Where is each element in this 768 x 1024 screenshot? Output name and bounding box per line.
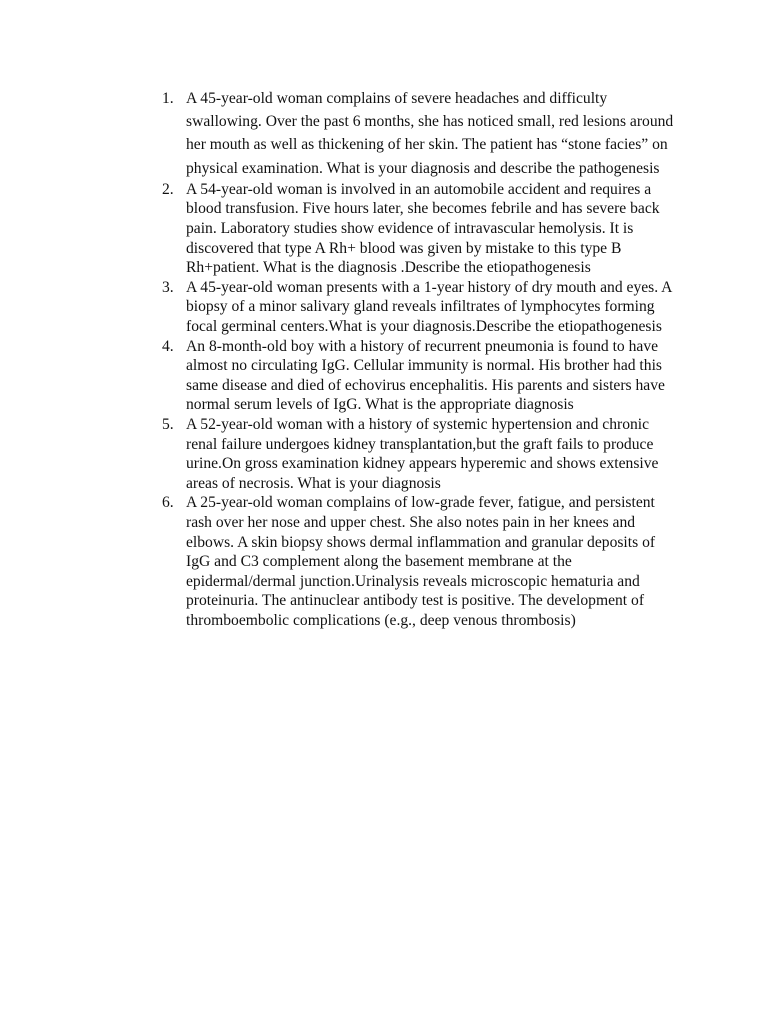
question-number: 4. xyxy=(162,337,174,355)
question-number: 6. xyxy=(162,494,174,512)
question-item-1 xyxy=(162,87,682,180)
question-number: 5. xyxy=(162,415,174,433)
question-item-5 xyxy=(162,415,682,493)
question-text: An 8-month-old boy with a history of recurrent pneumonia is found to have almost no circulating IgG. Cellular immunity is normal. His brother had this same disease and died of echovirus encephalitis. His parents and sisters have normal serum levels of IgG. What is the appropriate diagnosis xyxy=(186,337,665,414)
question-item-6 xyxy=(162,493,682,630)
question-text: A 54-year-old woman is involved in an automobile accident and requires a blood transfusion. Five hours later, she becomes febrile and has severe back pain. Laboratory studies show evidence of intravascular hemolysis. It is discovered that type A Rh+ blood was given by mistake to this type B Rh+patient. What is the diagnosis .Describe the etiopathogenesis xyxy=(186,180,660,277)
question-text: A 52-year-old woman with a history of systemic hypertension and chronic renal failure undergoes kidney transplantation,but the graft fails to produce urine.On gross examination kidney appears hyperemic and shows extensive areas of necrosis. What is your diagnosis xyxy=(186,415,659,492)
question-number: 1. xyxy=(162,90,174,107)
question-text: A 45-year-old woman complains of severe headaches and difficulty swallowing. Over the past 6 months, she has noticed small, red lesions around her mouth as well as thickening of her skin. The patient has “stone facies” on physical examination. What is your diagnosis and describe the pathogenesis xyxy=(186,90,674,177)
question-number: 2. xyxy=(162,180,174,198)
question-number: 3. xyxy=(162,278,174,296)
question-item-2 xyxy=(162,180,682,278)
question-item-3 xyxy=(162,278,682,337)
question-text: A 25-year-old woman complains of low-grade fever, fatigue, and persistent rash over her nose and upper chest. She also notes pain in her knees and elbows. A skin biopsy shows dermal inflammation and granular deposits of IgG and C3 complement along the basement membrane at the epidermal/dermal junction.Urinalysis reveals microscopic hematuria and proteinuria. The antinuclear antibody test is positive. The development of thromboembolic complications (e.g., deep venous thrombosis) xyxy=(186,494,656,629)
question-text: A 45-year-old woman presents with a 1-year history of dry mouth and eyes. A biopsy of a minor salivary gland reveals infiltrates of lymphocytes forming focal germinal centers.What is your diagnosis.Describe the etiopathogenesis xyxy=(186,278,672,335)
question-item-4 xyxy=(162,337,682,415)
question-list xyxy=(162,87,682,630)
